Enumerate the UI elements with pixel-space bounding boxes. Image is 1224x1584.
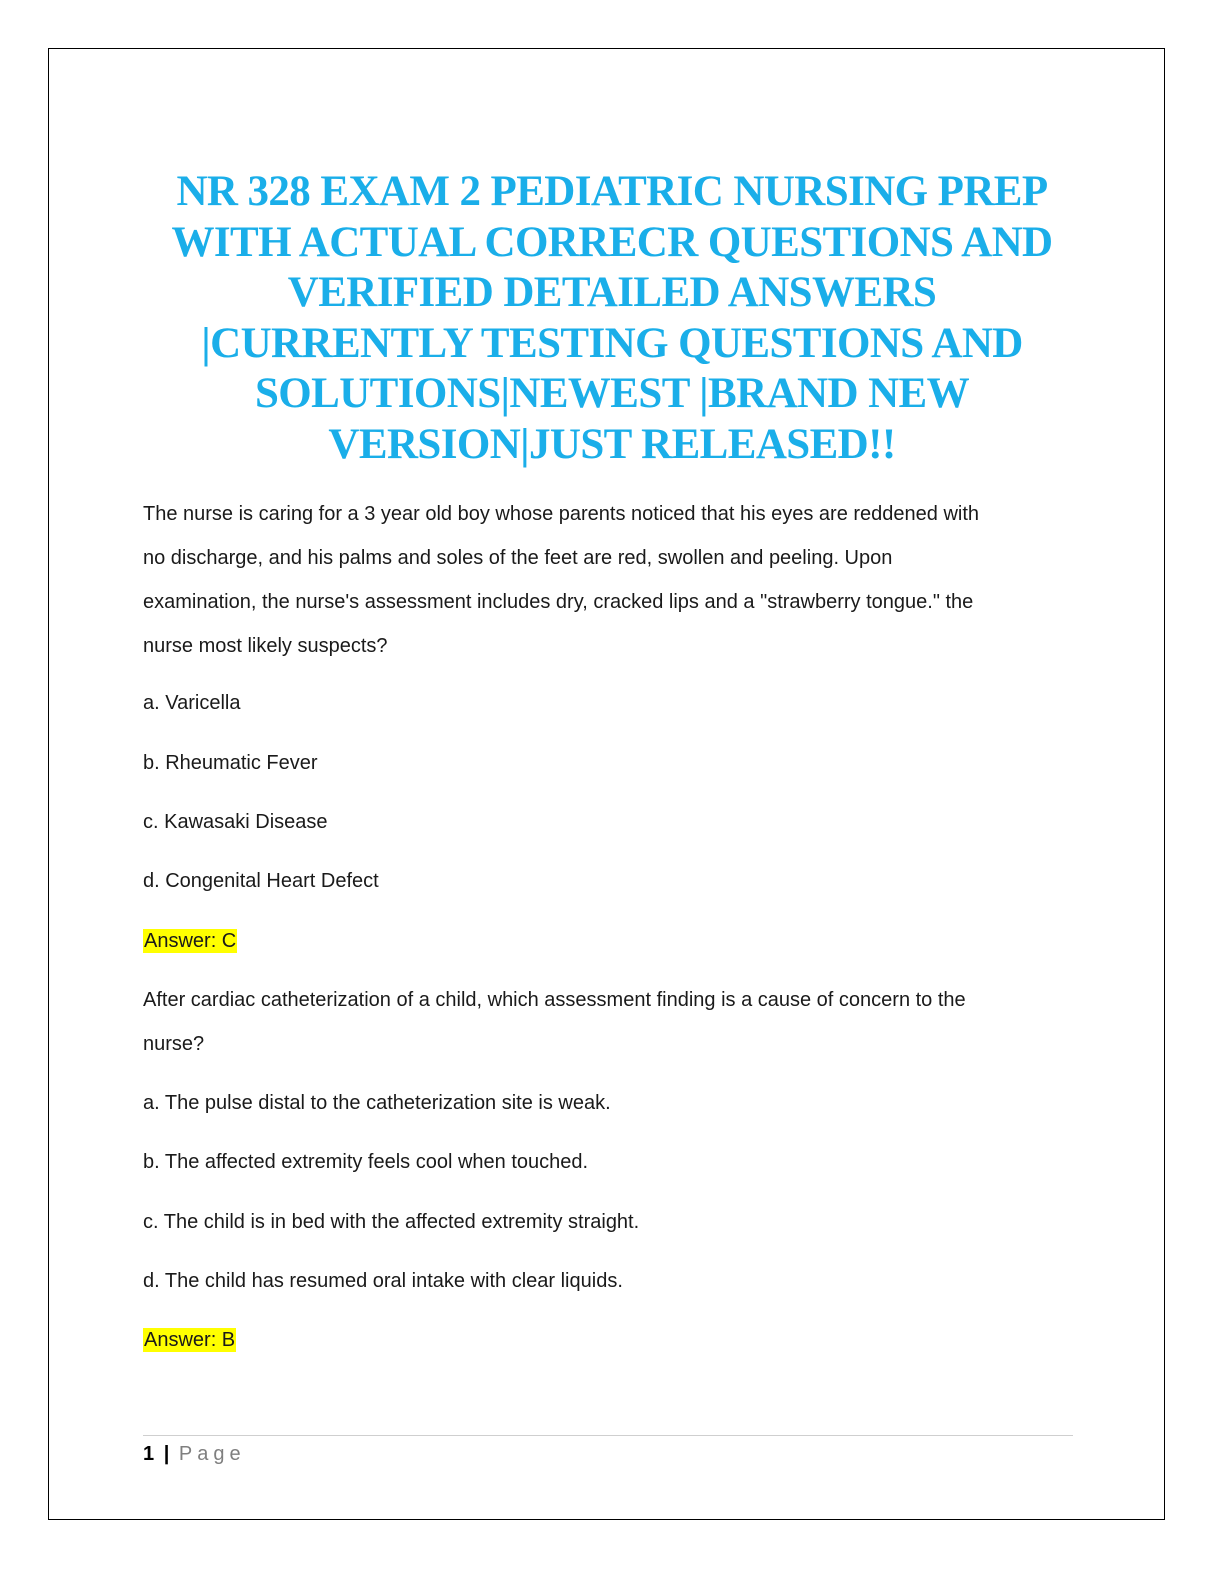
page-number: 1	[143, 1443, 155, 1465]
title-line: |CURRENTLY TESTING QUESTIONS AND	[201, 319, 1023, 367]
question-1-option-d: d. Congenital Heart Defect	[143, 870, 379, 892]
question-text-line: examination, the nurse's assessment includes dry, cracked lips and a "strawberry tongue." the	[143, 591, 974, 613]
question-1-answer	[143, 919, 1073, 963]
question-text-line: nurse?	[143, 1033, 205, 1055]
question-1-stem	[143, 492, 1073, 668]
question-2-option-d: d. The child has resumed oral intake with clear liquids.	[143, 1270, 623, 1292]
page-label: Page	[178, 1443, 246, 1465]
question-1-option-b: b. Rheumatic Fever	[143, 752, 318, 774]
title-line: WITH ACTUAL CORRECR QUESTIONS AND	[171, 218, 1053, 266]
question-text-line: nurse most likely suspects?	[143, 635, 388, 657]
question-1-option-c: c. Kawasaki Disease	[143, 811, 328, 833]
footer-divider	[143, 1435, 1073, 1436]
question-2-stem	[143, 978, 1073, 1066]
title-line: VERSION|JUST RELEASED!!	[328, 420, 896, 468]
answer-highlight: Answer: B	[144, 1329, 236, 1351]
question-2-option-c: c. The child is in bed with the affected extremity straight.	[143, 1211, 640, 1233]
title-line: VERIFIED DETAILED ANSWERS	[287, 269, 937, 316]
question-2-answer	[143, 1318, 1073, 1362]
question-1-option-a: a. Varicella	[143, 692, 241, 714]
document-title	[130, 167, 1094, 470]
question-text-line: The nurse is caring for a 3 year old boy whose parents noticed that his eyes are reddened with	[143, 503, 980, 525]
title-line: SOLUTIONS|NEWEST |BRAND NEW	[254, 370, 970, 417]
question-text-line: no discharge, and his palms and soles of the feet are red, swollen and peeling. Upon	[143, 547, 893, 569]
answer-highlight: Answer: C	[144, 930, 237, 952]
footer-separator: |	[163, 1443, 170, 1465]
question-text-line: After cardiac catheterization of a child, which assessment finding is a cause of concern to the	[143, 989, 966, 1011]
title-line: NR 328 EXAM 2 PEDIATRIC NURSING PREP	[176, 168, 1048, 215]
page-footer	[143, 1441, 246, 1467]
question-2-option-a: a. The pulse distal to the catheterization site is weak.	[143, 1092, 611, 1114]
question-2-option-b: b. The affected extremity feels cool when touched.	[143, 1151, 589, 1173]
